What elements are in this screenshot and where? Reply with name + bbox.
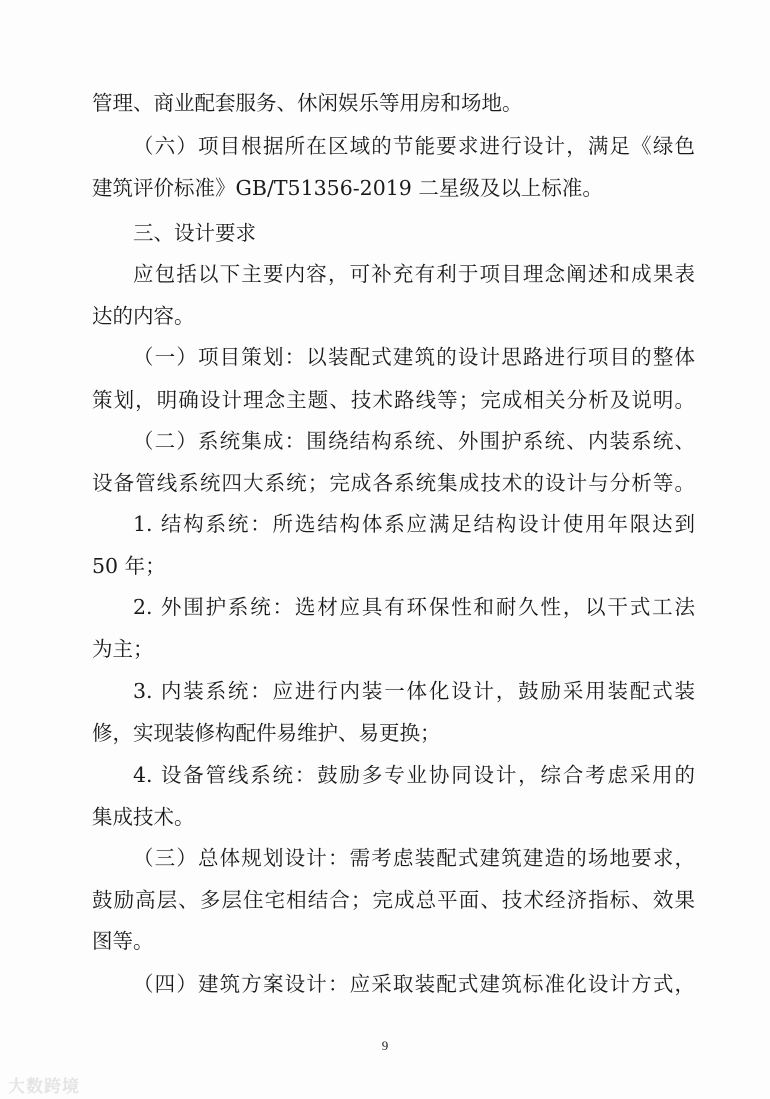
paragraph-line: 2. 外围护系统：选材应具有环保性和耐久性，以干式工法: [133, 595, 695, 619]
paragraph-line: 建筑评价标准》GB/T51356-2019 二星级及以上标准。: [92, 176, 603, 200]
paragraph-line: （四）建筑方案设计：应采取装配式建筑标准化设计方式，: [133, 972, 695, 996]
paragraph-line: 集成技术。: [92, 805, 195, 829]
paragraph-line: 鼓励高层、多层住宅相结合；完成总平面、技术经济指标、效果: [92, 888, 695, 912]
paragraph-line: 修，实现装修构配件易维护、易更换；: [92, 721, 441, 745]
paragraph-line: 管理、商业配套服务、休闲娱乐等用房和场地。: [92, 91, 523, 115]
paragraph-line: （六）项目根据所在区域的节能要求进行设计，满足《绿色: [133, 134, 695, 158]
paragraph-line: 4. 设备管线系统：鼓励多专业协同设计，综合考虑采用的: [133, 763, 695, 787]
paragraph-line: 设备管线系统四大系统；完成各系统集成技术的设计与分析等。: [92, 471, 695, 495]
page-number: 9: [381, 1038, 389, 1053]
paragraph-line: 策划，明确设计理念主题、技术路线等；完成相关分析及说明。: [92, 388, 695, 412]
paragraph-line: 应包括以下主要内容，可补充有利于项目理念阐述和成果表: [133, 262, 695, 286]
paragraph-line: 达的内容。: [92, 304, 195, 328]
paragraph-line: （一）项目策划：以装配式建筑的设计思路进行项目的整体: [133, 345, 695, 369]
paragraph-line: 为主；: [92, 637, 154, 661]
paragraph-line: 图等。: [92, 929, 154, 953]
paragraph-line: 50 年；: [92, 554, 166, 578]
paragraph-line: （三）总体规划设计：需考虑装配式建筑建造的场地要求，: [133, 846, 695, 870]
paragraph-line: 1. 结构系统：所选结构体系应满足结构设计使用年限达到: [133, 512, 695, 536]
paragraph-line: （二）系统集成：围绕结构系统、外围护系统、内装系统、: [133, 429, 695, 453]
paragraph-line: 3. 内装系统：应进行内装一体化设计，鼓励采用装配式装: [133, 679, 695, 703]
section-heading: 三、设计要求: [133, 221, 256, 245]
watermark: 大数跨境: [8, 1077, 80, 1097]
